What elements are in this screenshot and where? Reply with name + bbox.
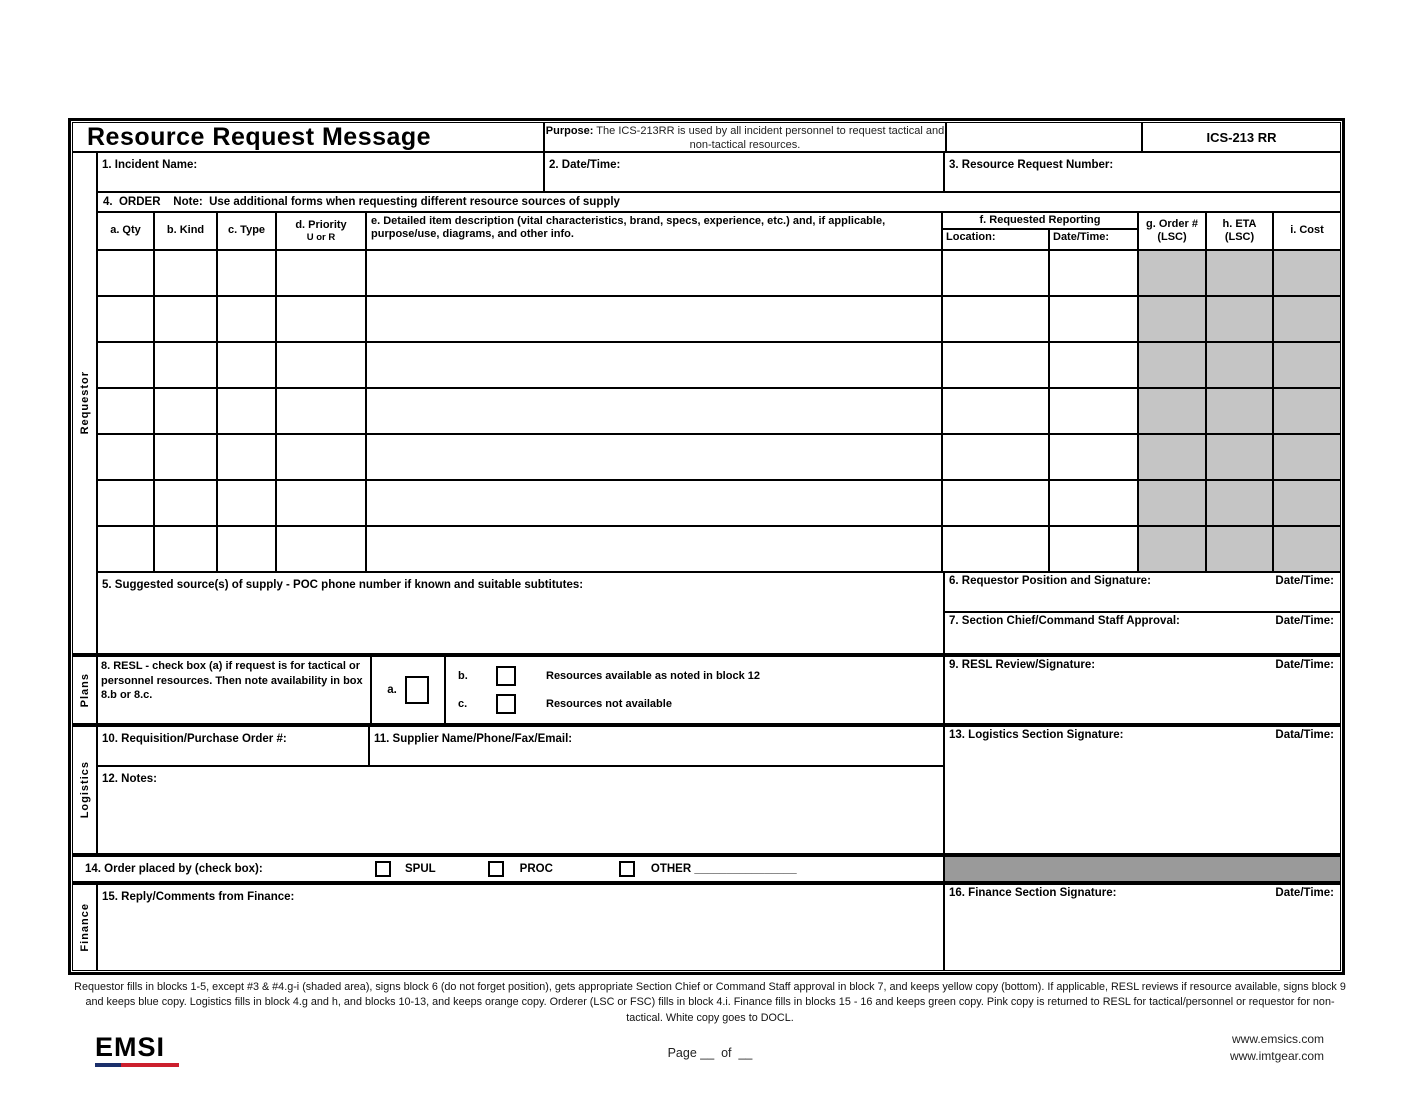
order-table-row-6 xyxy=(98,481,1340,527)
order-table-header xyxy=(98,213,1340,251)
resl-instructions-label: 8. RESL - check box (a) if request is for tactical or personnel resources. Then note availability in box 8.b or 8.c. xyxy=(98,657,372,723)
emsi-logo-text: EMSI xyxy=(95,1032,166,1062)
order-cell-r1c5[interactable] xyxy=(367,251,943,295)
order-table-row-5 xyxy=(98,435,1340,481)
order-cell-r2c4[interactable] xyxy=(277,297,367,341)
order-cell-r2c7[interactable] xyxy=(1050,297,1139,341)
col-header-order-number xyxy=(1139,213,1207,249)
order-cell-r1c10[interactable] xyxy=(1274,251,1340,295)
order-cell-r3c4[interactable] xyxy=(277,343,367,387)
order-cell-r3c10[interactable] xyxy=(1274,343,1340,387)
logistics-signature-field[interactable] xyxy=(945,727,1340,853)
finance-sidebar xyxy=(73,885,98,970)
order-cell-r3c8[interactable] xyxy=(1139,343,1207,387)
order-cell-r6c4[interactable] xyxy=(277,481,367,525)
section-chief-approval-label: 7. Section Chief/Command Staff Approval: xyxy=(949,615,1180,627)
resl-checkbox-b[interactable] xyxy=(496,666,516,686)
order-cell-r4c3[interactable] xyxy=(218,389,277,433)
order-cell-r6c6[interactable] xyxy=(943,481,1050,525)
order-cell-r2c1[interactable] xyxy=(98,297,155,341)
requestor-main xyxy=(98,153,1340,653)
col-header-kind: b. Kind xyxy=(155,213,218,249)
order-cell-r3c2[interactable] xyxy=(155,343,218,387)
order-cell-r3c3[interactable] xyxy=(218,343,277,387)
footer-urls xyxy=(1230,1031,1324,1066)
order-cell-r7c10[interactable] xyxy=(1274,527,1340,571)
order-table-body xyxy=(98,251,1340,573)
order-cell-r7c1[interactable] xyxy=(98,527,155,571)
logistics-sidebar xyxy=(73,727,98,853)
order-cell-r2c2[interactable] xyxy=(155,297,218,341)
col-header-order-line2: (LSC) xyxy=(1157,231,1187,243)
order-placed-label: 14. Order placed by (check box): xyxy=(85,863,263,875)
notes-label: 12. Notes: xyxy=(102,773,157,785)
col-header-cost: i. Cost xyxy=(1290,224,1324,237)
order-cell-r5c9[interactable] xyxy=(1207,435,1274,479)
resl-option-b-row xyxy=(458,666,943,686)
order-cell-r2c5[interactable] xyxy=(367,297,943,341)
logistics-sidebar-label: Logistics xyxy=(78,761,91,819)
order-cell-r4c10[interactable] xyxy=(1274,389,1340,433)
other-checkbox[interactable] xyxy=(619,861,635,877)
col-header-description: e. Detailed item description (vital characteristics, brand, specs, experience, etc.) and, if applicable, purpose/use, diagrams, and other info. xyxy=(367,213,943,249)
emsi-logo-underline xyxy=(95,1063,179,1067)
order-cell-r1c4[interactable] xyxy=(277,251,367,295)
block5-band xyxy=(98,573,1340,653)
order-cell-r4c4[interactable] xyxy=(277,389,367,433)
col-header-qty: a. Qty xyxy=(98,213,155,249)
order-cell-r4c1[interactable] xyxy=(98,389,155,433)
footer-url-imtgear: www.imtgear.com xyxy=(1229,1049,1324,1064)
order-cell-r6c5[interactable] xyxy=(367,481,943,525)
resource-request-number-label: 3. Resource Request Number: xyxy=(949,159,1114,171)
title-band xyxy=(73,123,1340,153)
requestor-signature-field[interactable] xyxy=(945,573,1340,613)
col-header-priority xyxy=(277,213,367,249)
order-cell-r1c7[interactable] xyxy=(1050,251,1139,295)
order-cell-r5c1[interactable] xyxy=(98,435,155,479)
col-header-eta-line1: h. ETA xyxy=(1222,217,1257,230)
form-frame xyxy=(68,118,1345,975)
section-chief-approval-field[interactable] xyxy=(945,613,1340,653)
form-frame-inner xyxy=(72,122,1341,971)
order-table-row-1 xyxy=(98,251,1340,297)
resl-option-c-label: c. xyxy=(458,698,468,711)
col-header-eta xyxy=(1207,213,1274,249)
col-header-eta-line2: (LSC) xyxy=(1224,231,1255,243)
purpose-cell xyxy=(545,123,947,151)
resl-option-b-label: b. xyxy=(458,669,468,682)
resl-option-c-row xyxy=(458,694,943,714)
order-cell-r7c4[interactable] xyxy=(277,527,367,571)
resl-options-bc xyxy=(446,657,945,723)
order-table-row-2 xyxy=(98,297,1340,343)
order-cell-r1c8[interactable] xyxy=(1139,251,1207,295)
page-number-label: Page __ of __ xyxy=(667,1046,753,1060)
order-cell-r1c6[interactable] xyxy=(943,251,1050,295)
col-header-reporting-sub xyxy=(943,230,1137,249)
order-cell-r7c6[interactable] xyxy=(943,527,1050,571)
order-table-row-4 xyxy=(98,389,1340,435)
order-cell-r3c5[interactable] xyxy=(367,343,943,387)
other-label: OTHER ________________ xyxy=(650,863,797,875)
emsi-logo-underline-red xyxy=(121,1063,179,1067)
order-cell-r5c6[interactable] xyxy=(943,435,1050,479)
resl-option-c-text: Resources not available xyxy=(546,698,672,711)
order-cell-r1c1[interactable] xyxy=(98,251,155,295)
form-number: ICS-213 RR xyxy=(1206,129,1277,145)
plans-section xyxy=(73,657,1340,723)
finance-signature-datetime-label: Date/Time: xyxy=(1275,887,1334,899)
requisition-po-field[interactable] xyxy=(98,727,370,765)
spul-label: SPUL xyxy=(405,863,436,875)
finance-reply-label: 15. Reply/Comments from Finance: xyxy=(102,891,295,903)
footer-url-emsics: www.emsics.com xyxy=(1231,1032,1324,1046)
requestor-section xyxy=(73,153,1340,653)
order-cell-r7c8[interactable] xyxy=(1139,527,1207,571)
notes-field[interactable] xyxy=(98,767,943,853)
order-cell-r5c7[interactable] xyxy=(1050,435,1139,479)
logistics-signature-label: 13. Logistics Section Signature: xyxy=(949,729,1124,741)
order-cell-r6c8[interactable] xyxy=(1139,481,1207,525)
requestor-sidebar xyxy=(73,153,98,653)
logistics-signature-datetime-label: Data/Time: xyxy=(1275,729,1334,741)
finance-sidebar-label: Finance xyxy=(78,903,91,952)
order-cell-r1c3[interactable] xyxy=(218,251,277,295)
supplier-label: 11. Supplier Name/Phone/Fax/Email: xyxy=(374,733,573,745)
row-blocks-10-11 xyxy=(98,727,943,767)
logistics-section xyxy=(73,727,1340,853)
order-cell-r1c9[interactable] xyxy=(1207,251,1274,295)
suggested-sources-field[interactable] xyxy=(98,573,945,653)
order-cell-r3c9[interactable] xyxy=(1207,343,1274,387)
col-header-reporting-title: f. Requested Reporting xyxy=(943,213,1137,230)
order-cell-r6c10[interactable] xyxy=(1274,481,1340,525)
order-cell-r5c8[interactable] xyxy=(1139,435,1207,479)
order-cell-r4c5[interactable] xyxy=(367,389,943,433)
order-cell-r4c2[interactable] xyxy=(155,389,218,433)
order-cell-r1c2[interactable] xyxy=(155,251,218,295)
order-cell-r4c7[interactable] xyxy=(1050,389,1139,433)
order-cell-r5c3[interactable] xyxy=(218,435,277,479)
col-header-priority-line2: U or R xyxy=(306,231,336,243)
footer-instructions: Requestor fills in blocks 1-5, except #3 & #4.g-i (shaded area), signs block 6 (do not forget position), gets appropriate Section Chief or Command Staff approval in block 7, and keeps yellow copy (bottom). If applicable, RESL reviews if resource available, signs block 9 and keeps blue copy. Logistics fills in block 4.g and h, and blocks 10-13, and keeps orange copy. Orderer (LSC or FSC) fills in block 4.i. Finance fills in blocks 15 - 16 and keeps green copy. Pink copy is returned to RESL for tactical/personnel or requestor for non-tactical. White copy goes to DOCL. xyxy=(74,981,1346,1024)
order-cell-r5c10[interactable] xyxy=(1274,435,1340,479)
order-table-row-7 xyxy=(98,527,1340,573)
logistics-main xyxy=(98,727,945,853)
order-note: 4. ORDER Note: Use additional forms when requesting different resource sources of supply xyxy=(98,193,1340,213)
resl-checkbox-c[interactable] xyxy=(496,694,516,714)
order-cell-r2c9[interactable] xyxy=(1207,297,1274,341)
requestor-signature-label: 6. Requestor Position and Signature: xyxy=(949,575,1151,587)
order-cell-r7c2[interactable] xyxy=(155,527,218,571)
resl-review-signature-field[interactable] xyxy=(945,657,1340,723)
requestor-signature-datetime-label: Date/Time: xyxy=(1275,575,1334,587)
col-header-type: c. Type xyxy=(218,213,277,249)
order-cell-r5c4[interactable] xyxy=(277,435,367,479)
proc-checkbox[interactable] xyxy=(488,861,504,877)
header-blank-cell xyxy=(947,123,1143,151)
order-cell-r2c3[interactable] xyxy=(218,297,277,341)
order-cell-r3c6[interactable] xyxy=(943,343,1050,387)
plans-sidebar-label: Plans xyxy=(78,672,91,708)
incident-name-label: 1. Incident Name: xyxy=(102,159,198,171)
supplier-field[interactable] xyxy=(370,727,943,765)
col-header-reporting xyxy=(943,213,1139,249)
finance-section xyxy=(73,885,1340,970)
incident-name-field[interactable] xyxy=(98,153,545,191)
order-placed-left xyxy=(73,857,945,881)
col-header-location: Location: xyxy=(943,230,1050,249)
order-cell-r7c9[interactable] xyxy=(1207,527,1274,571)
purpose-text: The ICS-213RR is used by all incident personnel to request tactical and non-tactical resources. xyxy=(593,125,945,152)
order-cell-r4c6[interactable] xyxy=(943,389,1050,433)
emsi-logo-underline-blue xyxy=(95,1063,121,1067)
col-header-order-line1: g. Order # xyxy=(1146,217,1198,230)
requisition-po-label: 10. Requisition/Purchase Order #: xyxy=(102,733,287,745)
order-cell-r6c1[interactable] xyxy=(98,481,155,525)
finance-reply-field[interactable] xyxy=(98,885,945,970)
blocks-6-7-column xyxy=(945,573,1340,653)
order-cell-r2c10[interactable] xyxy=(1274,297,1340,341)
order-cell-r5c5[interactable] xyxy=(367,435,943,479)
datetime-label: 2. Date/Time: xyxy=(549,159,621,171)
form-title: Resource Request Message xyxy=(73,123,545,151)
resource-request-number-field[interactable] xyxy=(945,153,1340,191)
order-cell-r6c2[interactable] xyxy=(155,481,218,525)
order-cell-r4c8[interactable] xyxy=(1139,389,1207,433)
order-cell-r6c3[interactable] xyxy=(218,481,277,525)
datetime-field[interactable] xyxy=(545,153,945,191)
col-header-reporting-datetime: Date/Time: xyxy=(1053,231,1110,243)
requestor-sidebar-label: Requestor xyxy=(78,371,91,435)
purpose-label: Purpose: xyxy=(545,125,594,137)
order-cell-r2c6[interactable] xyxy=(943,297,1050,341)
plans-sidebar xyxy=(73,657,98,723)
order-cell-r3c1[interactable] xyxy=(98,343,155,387)
row-blocks-1-3 xyxy=(98,153,1340,193)
order-cell-r4c9[interactable] xyxy=(1207,389,1274,433)
order-cell-r6c7[interactable] xyxy=(1050,481,1139,525)
order-cell-r2c8[interactable] xyxy=(1139,297,1207,341)
resl-review-datetime-label: Date/Time: xyxy=(1275,659,1334,671)
order-cell-r5c2[interactable] xyxy=(155,435,218,479)
suggested-sources-label: 5. Suggested source(s) of supply - POC phone number if known and suitable subtitutes: xyxy=(102,579,584,591)
order-cell-r3c7[interactable] xyxy=(1050,343,1139,387)
order-placed-band xyxy=(73,857,1340,881)
order-cell-r7c5[interactable] xyxy=(367,527,943,571)
finance-signature-label: 16. Finance Section Signature: xyxy=(949,887,1117,899)
resl-option-a xyxy=(372,657,446,723)
resl-option-b-text: Resources available as noted in block 12 xyxy=(546,669,760,682)
section-chief-approval-datetime-label: Date/Time: xyxy=(1275,615,1334,627)
order-table-row-3 xyxy=(98,343,1340,389)
proc-label: PROC xyxy=(519,863,553,875)
order-placed-shaded-cell xyxy=(945,857,1340,881)
resl-checkbox-a[interactable] xyxy=(405,676,429,704)
order-cell-r7c3[interactable] xyxy=(218,527,277,571)
resl-review-signature-label: 9. RESL Review/Signature: xyxy=(949,659,1096,671)
order-cell-r7c7[interactable] xyxy=(1050,527,1139,571)
spul-checkbox[interactable] xyxy=(375,861,391,877)
order-cell-r6c9[interactable] xyxy=(1207,481,1274,525)
finance-signature-field[interactable] xyxy=(945,885,1340,970)
col-header-priority-line1: d. Priority xyxy=(295,218,347,231)
resl-option-a-label: a. xyxy=(387,684,397,696)
